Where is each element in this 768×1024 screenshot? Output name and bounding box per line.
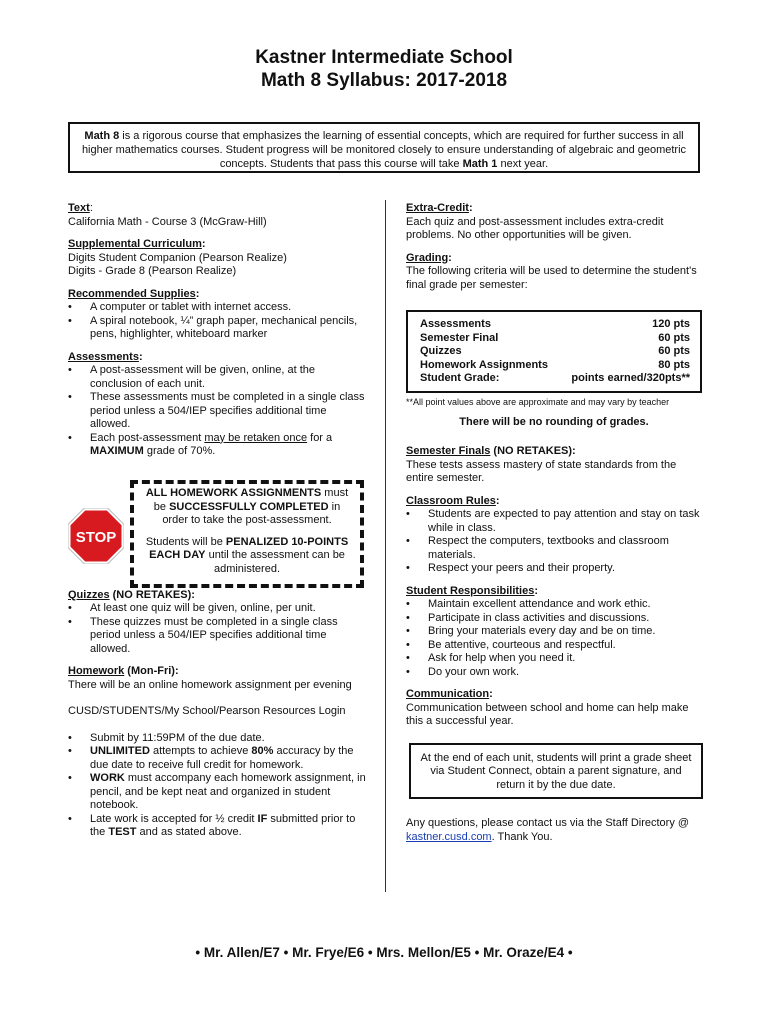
supplemental-line: Digits Student Companion (Pearson Realize) bbox=[68, 251, 287, 264]
text-heading: Text bbox=[68, 202, 90, 214]
extra-credit-heading-colon: : bbox=[468, 202, 473, 214]
list-item: • Maintain excellent attendance and work ethic. bbox=[406, 598, 702, 612]
contact-info bbox=[406, 817, 702, 844]
list-item: • These quizzes must be completed in a single class period unless a 504/IEP specifies additional time allowed. bbox=[68, 616, 368, 657]
homework-text-2: accuracy by the due date to receive full credit for homework. bbox=[90, 745, 354, 771]
homework-alert bbox=[68, 480, 368, 592]
no-rounding-notice: There will be no rounding of grades. bbox=[459, 415, 649, 428]
grading-heading: Grading bbox=[406, 251, 449, 264]
list-item: • Participate in class activities and discussions. bbox=[406, 612, 702, 626]
late-work-text-2: submitted prior to the bbox=[90, 812, 356, 838]
supplemental-line: Digits - Grade 8 (Pearson Realize) bbox=[68, 265, 237, 277]
list-item bbox=[68, 432, 368, 459]
grading-heading-colon: : bbox=[448, 251, 452, 264]
grade-row bbox=[420, 318, 690, 332]
alert-penalty: PENALIZED 10-POINTS EACH DAY bbox=[149, 535, 349, 561]
homework-heading-suffix: (Mon-Fri): bbox=[124, 665, 179, 677]
homework-text: attempts to achieve bbox=[149, 745, 252, 757]
alert-penalty-text-2: until the assessment can be administered. bbox=[205, 549, 345, 575]
homework-requirement-box bbox=[130, 480, 364, 588]
assessments-section bbox=[68, 351, 368, 459]
classroom-rules-heading: Classroom Rules bbox=[406, 494, 496, 507]
list-item: • At least one quiz will be given, online, per unit. bbox=[68, 602, 368, 616]
retake-once: may be retaken once bbox=[204, 431, 308, 444]
column-divider bbox=[385, 200, 386, 892]
grade-label: Student Grade: bbox=[420, 372, 500, 384]
list-item: • A computer or tablet with internet access. bbox=[68, 301, 368, 315]
responsibilities-section bbox=[406, 585, 702, 680]
list-item bbox=[68, 813, 368, 840]
contact-thanks: . Thank You. bbox=[491, 830, 553, 843]
retake-grade: grade of 70%. bbox=[143, 445, 216, 457]
list-item: • These assessments must be completed in a single class period unless a 504/IEP specifies additional time allowed. bbox=[68, 391, 368, 432]
semester-finals-heading-suffix: (NO RETAKES): bbox=[490, 445, 576, 457]
quizzes-heading: Quizzes bbox=[68, 588, 110, 601]
syllabus-title: Math 8 Syllabus: 2017-2018 bbox=[260, 70, 508, 91]
school-name: Kastner Intermediate School bbox=[255, 47, 513, 68]
list-item bbox=[68, 745, 368, 772]
contact-text: Any questions, please contact us via the Staff Directory @ bbox=[406, 817, 690, 829]
accuracy-value: 80% bbox=[251, 745, 274, 757]
grading-section bbox=[406, 252, 702, 430]
communication-heading-colon: : bbox=[489, 688, 493, 700]
homework-section bbox=[68, 665, 368, 840]
supplies-section bbox=[68, 288, 368, 342]
stop-sign-text: STOP bbox=[75, 529, 117, 546]
grade-sheet-reminder: At the end of each unit, students will print a grade sheet via Student Connect, obtain a parent signature, and return it by the due date. bbox=[409, 743, 703, 800]
supplies-heading-colon: : bbox=[195, 287, 200, 300]
homework-heading: Homework bbox=[68, 665, 125, 677]
intro-next-course: Math 1 bbox=[462, 158, 498, 170]
responsibilities-heading-colon: : bbox=[534, 584, 539, 597]
unlimited-word: UNLIMITED bbox=[90, 745, 150, 757]
grade-value: points earned/320pts** bbox=[571, 372, 690, 384]
text-section bbox=[68, 202, 368, 229]
grading-text: The following criteria will be used to determine the student's final grade per semester: bbox=[406, 265, 697, 291]
list-item: • A post-assessment will be given, online, at the conclusion of each unit. bbox=[68, 364, 368, 391]
semester-finals-text: These tests assess mastery of state standards from the entire semester. bbox=[406, 458, 677, 484]
communication-heading: Communication bbox=[406, 688, 490, 700]
work-word: WORK bbox=[90, 772, 125, 784]
list-item: • Ask for help when you need it. bbox=[406, 652, 702, 666]
grade-row bbox=[420, 332, 690, 346]
intro-text: is a rigorous course that emphasizes the learning of essential concepts, which are required for further success in all higher mathematics courses. Student progress will be monitored closely to ensure understanding of algebraic and geometric concepts. Students that pass this course will take bbox=[81, 130, 687, 170]
assessments-heading-colon: : bbox=[138, 350, 143, 363]
right-column bbox=[406, 202, 702, 844]
grade-value: 120 pts bbox=[652, 318, 690, 330]
grading-note: **All point values above are approximate and may vary by teacher bbox=[406, 396, 670, 407]
late-work-text: Late work is accepted for ½ credit bbox=[90, 812, 258, 825]
grade-value: 80 pts bbox=[658, 358, 690, 371]
supplies-heading: Recommended Supplies bbox=[68, 287, 196, 300]
list-item: • Students are expected to pay attention and stay on task while in class. bbox=[406, 508, 702, 535]
extra-credit-section bbox=[406, 202, 702, 243]
list-item: • Do your own work. bbox=[406, 666, 702, 680]
supplemental-heading: Supplemental Curriculum bbox=[68, 238, 202, 250]
left-column bbox=[68, 202, 368, 849]
stop-sign-icon bbox=[68, 508, 124, 564]
grade-breakdown-box bbox=[406, 310, 702, 393]
supplemental-heading-colon: : bbox=[201, 238, 206, 250]
test-word: TEST bbox=[108, 826, 137, 838]
teacher-list-footer: • Mr. Allen/E7 • Mr. Frye/E6 • Mrs. Mellon/E5 • Mr. Oraze/E4 • bbox=[195, 945, 573, 960]
homework-login-path: CUSD/STUDENTS/My School/Pearson Resources Login bbox=[68, 705, 346, 717]
alert-text: must be bbox=[153, 487, 349, 513]
supplemental-section bbox=[68, 238, 368, 279]
alert-homework: ALL HOMEWORK ASSIGNMENTS bbox=[145, 487, 322, 499]
communication-text: Communication between school and home can help make this a successful year. bbox=[406, 701, 689, 727]
communication-section bbox=[406, 688, 702, 729]
list-item: • Be attentive, courteous and respectful. bbox=[406, 639, 702, 653]
semester-finals-section bbox=[406, 445, 702, 486]
grade-value: 60 pts bbox=[658, 331, 690, 344]
if-word: IF bbox=[257, 812, 268, 825]
list-item: • Respect the computers, textbooks and classroom materials. bbox=[406, 535, 702, 562]
grade-label: Semester Final bbox=[420, 331, 499, 344]
page-title bbox=[0, 46, 768, 92]
intro-text-end: next year. bbox=[497, 158, 549, 170]
homework-line: There will be an online homework assignment per evening bbox=[68, 678, 352, 691]
course-description-box bbox=[68, 122, 700, 173]
textbook: California Math - Course 3 (McGraw-Hill) bbox=[68, 215, 267, 228]
assessments-heading: Assessments bbox=[68, 350, 139, 363]
grade-label: Homework Assignments bbox=[420, 358, 548, 371]
late-work-text-3: and as stated above. bbox=[136, 826, 242, 838]
staff-directory-link[interactable]: kastner.cusd.com bbox=[406, 830, 492, 843]
retake-text: Each post-assessment bbox=[90, 431, 205, 444]
extra-credit-text: Each quiz and post-assessment includes extra-credit problems. No other opportunities will be given. bbox=[406, 215, 664, 241]
semester-finals-heading: Semester Finals bbox=[406, 445, 491, 457]
classroom-rules-heading-colon: : bbox=[495, 494, 500, 507]
alert-completed: SUCCESSFULLY COMPLETED bbox=[169, 500, 329, 513]
grade-label: Assessments bbox=[420, 318, 491, 330]
extra-credit-heading: Extra-Credit bbox=[406, 202, 469, 214]
quizzes-heading-suffix: (NO RETAKES): bbox=[109, 588, 195, 601]
grade-row bbox=[420, 372, 690, 386]
responsibilities-heading: Student Responsibilities bbox=[406, 584, 535, 597]
list-item: • Bring your materials every day and be on time. bbox=[406, 625, 702, 639]
list-item: • Submit by 11:59PM of the due date. bbox=[68, 732, 368, 746]
text-heading-colon: : bbox=[89, 202, 93, 214]
quizzes-section bbox=[68, 589, 368, 657]
grade-value: 60 pts bbox=[658, 345, 690, 357]
retake-text-2: for a bbox=[307, 431, 333, 444]
grade-row bbox=[420, 345, 690, 359]
alert-text-2: in order to take the post-assessment. bbox=[162, 500, 341, 526]
grade-label: Quizzes bbox=[420, 345, 462, 357]
list-item: • A spiral notebook, ¼” graph paper, mechanical pencils, pens, highlighter, whiteboard marker bbox=[68, 315, 368, 342]
alert-penalty-text: Students will be bbox=[145, 535, 226, 548]
homework-text-3: must accompany each homework assignment, in pencil, and be kept neat and organized in student notebook. bbox=[90, 772, 366, 811]
list-item: • Respect your peers and their property. bbox=[406, 562, 702, 576]
maximum-word: MAXIMUM bbox=[90, 445, 144, 457]
list-item bbox=[68, 772, 368, 813]
classroom-rules-section bbox=[406, 495, 702, 576]
intro-course-name: Math 8 bbox=[84, 130, 120, 142]
grade-row bbox=[420, 359, 690, 373]
